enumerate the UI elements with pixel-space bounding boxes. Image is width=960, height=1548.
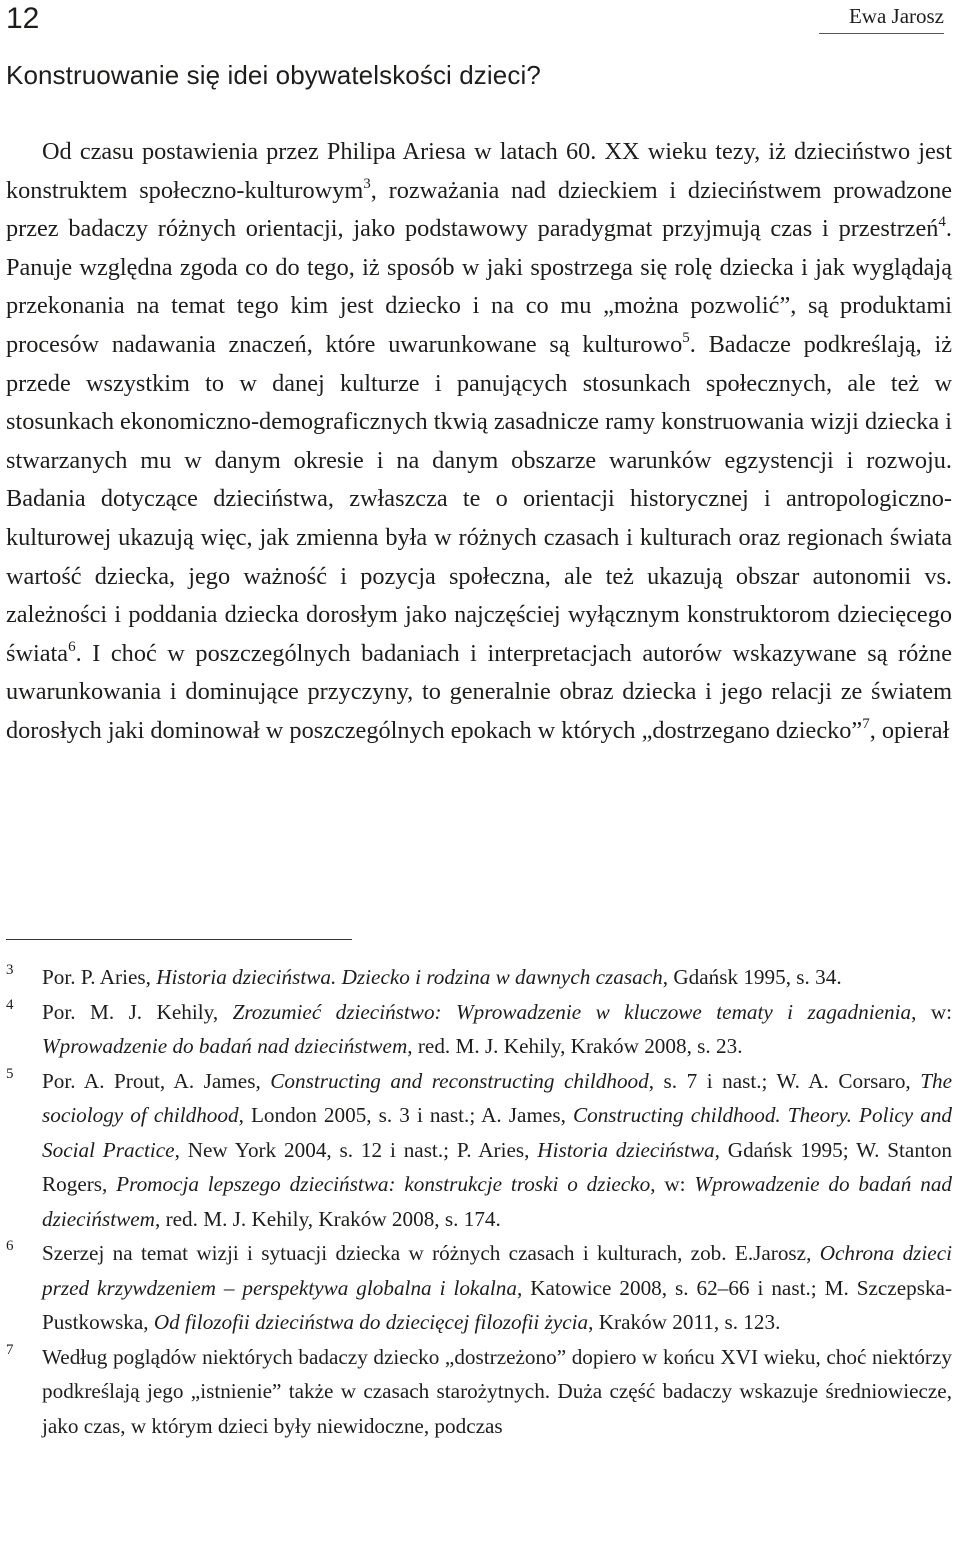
footnote-6 (6, 1236, 952, 1340)
footnote-segment: , London 2005, s. 3 i nast.; A. James, (238, 1103, 573, 1127)
footnote-segment: , s. 7 i nast.; W. A. Corsaro, (648, 1068, 921, 1093)
body-text-segment: . Panuje względna zgoda co do tego, iż sposób w jaki spostrzega się rolę dziecka i jak wyglądają przekonania na temat tego kim jest dziecko i na co mu „można pozwolić”, są produktami procesów nadawania znaczeń, które uwarunkowane są kulturowo (6, 215, 952, 358)
footnote-segment: , red. M. J. Kehily, Kraków 2008, s. 23. (407, 1034, 743, 1058)
footnote-text (42, 1069, 952, 1231)
footnote-segment: Szerzej na temat wizji i sytuacji dziecka w różnych czasach i kulturach, zob. E.Jarosz, (42, 1241, 820, 1265)
footnote-text (42, 1345, 952, 1438)
footnote-ref: 4 (938, 214, 946, 231)
footnote-title: The sociology of childhood (42, 1068, 953, 1127)
footnote-text (42, 965, 842, 989)
footnote-segment: Por. M. J. Kehily, (42, 999, 233, 1024)
running-head-author: Ewa Jarosz (819, 4, 944, 34)
footnote-number: 7 (6, 1341, 14, 1358)
footnote-number: 5 (6, 1065, 14, 1082)
footnote-title: Ochrona dzieci przed krzywdzeniem – perspektywa globalna i lokalna (42, 1241, 952, 1300)
footnote-number: 3 (6, 962, 14, 978)
footnote-segment: , Gdańsk 1995, s. 34. (662, 965, 842, 989)
footnote-ref: 5 (682, 329, 690, 346)
page-header (6, 0, 944, 44)
footnote-ref: 6 (68, 638, 76, 655)
footnote-number: 4 (6, 996, 14, 1013)
footnote-segment: , w: (650, 1172, 695, 1196)
footnote-segment: Por. P. Aries, (42, 965, 157, 989)
footnote-5 (6, 1064, 952, 1237)
body-text (6, 133, 952, 751)
body-text-segment: , rozważania nad dzieckiem i dzieciństwem prowadzone przez badaczy różnych orientacji, jako podstawowy paradygmat przyjmują czas i przestrzeń (6, 176, 953, 243)
footnote-segment: , w: (911, 999, 953, 1024)
footnote-segment: , Katowice 2008, s. 62–66 i nast.; M. Szczepska-Pustkowska, (42, 1275, 952, 1334)
footnote-ref: 7 (862, 715, 870, 732)
body-text-segment: Od czasu postawienia przez Philipa Ariesa w latach 60. XX wieku tezy, iż dzieciństwo jest konstruktem społeczno-kulturowym (6, 138, 952, 204)
body-text-segment: , opierał (869, 716, 950, 744)
section-title: Konstruowanie się idei obywatelskości dzieci? (6, 60, 541, 90)
body-paragraph (6, 133, 952, 751)
footnote-3 (6, 960, 952, 995)
footnote-title: Wprowadzenie do badań nad dzieciństwem (42, 1172, 953, 1231)
footnote-title: Wprowadzenie do badań nad dzieciństwem (42, 1034, 408, 1058)
footnote-segment: , Kraków 2011, s. 123. (588, 1310, 781, 1334)
footnote-title: Od filozofii dzieciństwa do dziecięcej filozofii życia (153, 1310, 589, 1334)
footnote-title: Zrozumieć dzieciństwo: Wprowadzenie w kluczowe tematy i zagadnienia (232, 999, 912, 1024)
body-text-segment: . I choć w poszczególnych badaniach i interpretacjach autorów wskazywane są różne uwarunkowania i dominujące przyczyny, to generalnie obraz dziecka i jego relacji ze światem dorosłych jaki dominował w poszczególnych epokach w których „dostrzegano dziecko” (6, 639, 952, 744)
footnote-separator (6, 939, 352, 940)
footnote-text (42, 1241, 952, 1334)
footnote-segment: Według poglądów niektórych badaczy dziecko „dostrzeżono” dopiero w końcu XVI wieku, choć niektórzy podkreślają jego „istnienie” także w czasach starożytnych. Duża część badaczy wskazuje średniowiecze, jako czas, w którym dzieci były niewidoczne, podczas (42, 1344, 952, 1438)
footnote-text (42, 1000, 952, 1059)
footnote-7 (6, 1340, 952, 1444)
body-text-segment: . Badacze podkreślają, iż przede wszystkim to w danej kulturze i panujących stosunkach społecznych, ale też w stosunkach ekonomiczno-demograficznych tkwią zasadnicze ramy konstruowania wizji dziecka i stwarzanych mu w danym okresie i na danym obszarze warunków egzystencji i rozwoju. Badania dotyczące dzieciństwa, zwłaszcza te o orientacji historycznej i antropologiczno-kulturowej ukazują więc, jak zmienna była w różnych czasach i kulturach oraz regionach świata wartość dziecka, jego ważność i pozycja społeczna, ale też ukazują obszar autonomii vs. zależności i poddania dziecka dorosłym jako najczęściej wyłącznym konstruktorom dziecięcego świata (6, 330, 952, 667)
footnote-number: 6 (6, 1238, 14, 1254)
footnote-title: Historia dzieciństwa (537, 1137, 715, 1162)
footnote-4 (6, 995, 952, 1064)
footnote-title: Constructing childhood. Theory. Policy and Social Practice (42, 1103, 953, 1162)
footnote-segment: Por. A. Prout, A. James, (42, 1068, 271, 1093)
page-number: 12 (6, 2, 40, 35)
footnote-title: Historia dzieciństwa. Dziecko i rodzina w dawnych czasach (156, 965, 663, 989)
footnote-title: Constructing and reconstructing childhood (270, 1068, 649, 1093)
footnote-segment: , Gdańsk 1995; W. Stanton Rogers, (42, 1137, 953, 1196)
footnotes (6, 960, 952, 1443)
footnote-segment: , New York 2004, s. 12 i nast.; P. Aries, (174, 1137, 538, 1162)
footnote-ref: 3 (363, 175, 371, 192)
footnote-segment: , red. M. J. Kehily, Kraków 2008, s. 174. (154, 1206, 501, 1231)
footnote-title: Promocja lepszego dzieciństwa: konstrukcje troski o dziecko (116, 1172, 651, 1196)
